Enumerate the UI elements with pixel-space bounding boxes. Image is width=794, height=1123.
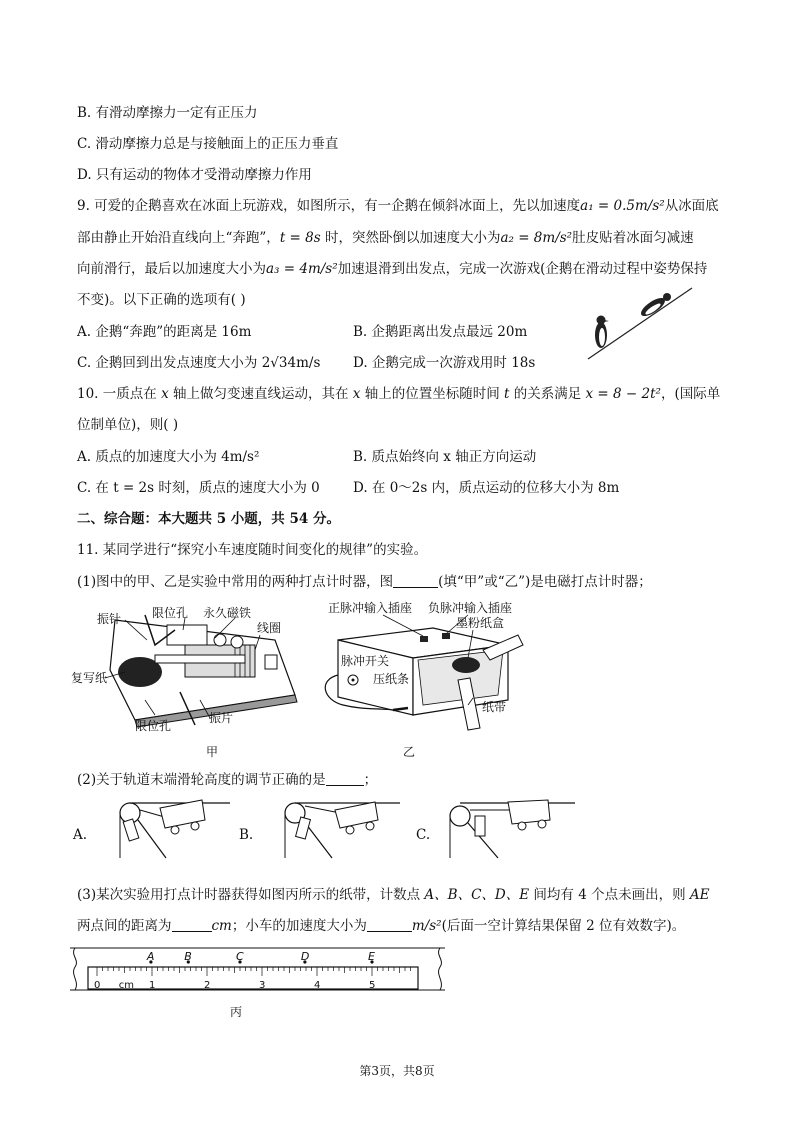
ruler-tick-label: 3 (259, 980, 266, 991)
tape-point-label: E (368, 950, 375, 963)
ruler-tick-label: 5 (369, 980, 376, 991)
label-xianquan: 线圈 (257, 621, 282, 635)
pulley-option-a-diagram (120, 800, 230, 858)
tape-point-label: C (236, 950, 244, 963)
q10-option-a: A. 质点的加速度大小为 4m/s² (77, 449, 260, 465)
section-2-heading: 二、综合题：本大题共 5 小题，共 54 分。 (77, 511, 340, 527)
pulley-option-b-label: B. (239, 827, 254, 843)
pulley-option-c-label: C. (416, 827, 431, 843)
ruler-tick-label: 1 (149, 980, 156, 991)
option-8b: B. 有滑动摩擦力一定有正压力 (77, 105, 258, 121)
q11-part-1: (1)图中的甲、乙是实验中常用的两种打点计时器，图 (填“甲”或“乙”)是电磁打点计时器； (77, 574, 652, 590)
q11-part-2: (2)关于轨道末端滑轮高度的调节正确的是 ； (77, 772, 378, 788)
answer-blank-2[interactable] (326, 771, 364, 786)
tape-point-label: A (146, 950, 155, 963)
caption-bing: 丙 (230, 1005, 243, 1019)
label-mofenzhihe: 墨粉纸盒 (456, 616, 505, 630)
label-zhenpian: 振片 (209, 711, 234, 725)
label-xianweikong-bottom: 限位孔 (135, 719, 172, 733)
q10-option-b: B. 质点始终向 x 轴正方向运动 (353, 449, 537, 465)
q9-line-1: 9. 可爱的企鹅喜欢在冰面上玩游戏，如图所示，有一企鹅在倾斜冰面上，先以加速度a₁ = 0.5m/s²从冰面底 (77, 198, 719, 214)
tape-ruler-figure (70, 945, 450, 1000)
label-maichongkaiguan: 脉冲开关 (341, 654, 390, 668)
option-8d: D. 只有运动的物体才受滑动摩擦力作用 (77, 167, 312, 183)
q9-option-d: D. 企鹅完成一次游戏用时 18s (353, 355, 536, 371)
pulley-options-figure (70, 798, 590, 863)
q9-line-3: 向前滑行，最后以加速度大小为a₃ = 4m/s²加速退滑到出发点，完成一次游戏(企鹅在滑动过程中姿势保持 (77, 261, 708, 277)
answer-blank-3[interactable] (172, 917, 212, 932)
label-zhengmaichong: 正脉冲输入插座 (328, 601, 413, 615)
label-xianweikong-top: 限位孔 (152, 606, 189, 620)
pulley-option-b-diagram (285, 802, 400, 858)
caption-yi: 乙 (403, 745, 416, 759)
q9-option-b: B. 企鹅距离出发点最远 20m (353, 324, 528, 340)
option-8c: C. 滑动摩擦力总是与接触面上的正压力垂直 (77, 136, 339, 152)
caption-jia: 甲 (206, 745, 219, 759)
q9-option-a: A. 企鹅“奔跑”的距离是 16m (77, 324, 252, 340)
tape-point-label: B (184, 950, 192, 963)
label-yazhitiao: 压纸条 (373, 672, 410, 686)
penguin-standing-icon (595, 316, 609, 349)
label-fuxiezhi: 复写纸 (71, 671, 108, 685)
ruler-tick-label: 2 (204, 980, 211, 991)
label-zhenzhen: 振针 (97, 612, 122, 626)
q9-line-2: 部由静止开始沿直线向上“奔跑”，t = 8s 时，突然卧倒以加速度大小为a₂ = 8m/s²肚皮贴着冰面匀减速 (77, 230, 694, 246)
label-yongjiucitie: 永久磁铁 (203, 606, 252, 620)
q11-stem: 11. 某同学进行“探究小车速度随时间变化的规律”的实验。 (77, 542, 428, 558)
q10-option-c: C. 在 t = 2s 时刻，质点的速度大小为 0 (77, 480, 320, 496)
penguin-slope-figure (585, 283, 695, 363)
q10-line-1: 10. 一质点在 x 轴上做匀变速直线运动，其在 x 轴上的位置坐标随时间 t 的关系满足 x = 8 − 2t²，(国际单 (77, 386, 721, 402)
ruler-tick-label: 0 (94, 980, 101, 991)
answer-blank-4[interactable] (367, 917, 412, 932)
q10-option-d: D. 在 0～2s 内，质点运动的位移大小为 8m (353, 480, 620, 496)
q11-part-3-line-2: 两点间的距离为 cm；小车的加速度大小为 m/s²(后面一空计算结果保留 2 位有效数字)。 (77, 918, 686, 934)
tape-points (149, 960, 373, 963)
tape-point-label: D (300, 950, 310, 963)
q9-line-4: 不变)。以下正确的选项有( ) (77, 292, 246, 308)
q11-part-3-line-1: (3)某次实验用打点计时器获得如图丙所示的纸带，计数点 A、B、C、D、E 间均有 4 个点未画出，则 AE (77, 887, 710, 903)
answer-blank-1[interactable] (393, 573, 438, 588)
pulley-option-c-diagram (450, 800, 575, 858)
q10-line-2: 位制单位)，则( ) (77, 417, 179, 433)
ruler-tick-label: 4 (314, 980, 321, 991)
ruler-tick-label: cm (118, 980, 134, 991)
page-footer: 第3页，共8页 (359, 1064, 435, 1078)
q9-option-c: C. 企鹅回到出发点速度大小为 2√34m/s (77, 355, 321, 371)
label-zhidai: 纸带 (482, 700, 507, 714)
pulley-option-a-label: A. (73, 827, 88, 843)
label-fumaichong: 负脉冲输入插座 (428, 601, 513, 615)
